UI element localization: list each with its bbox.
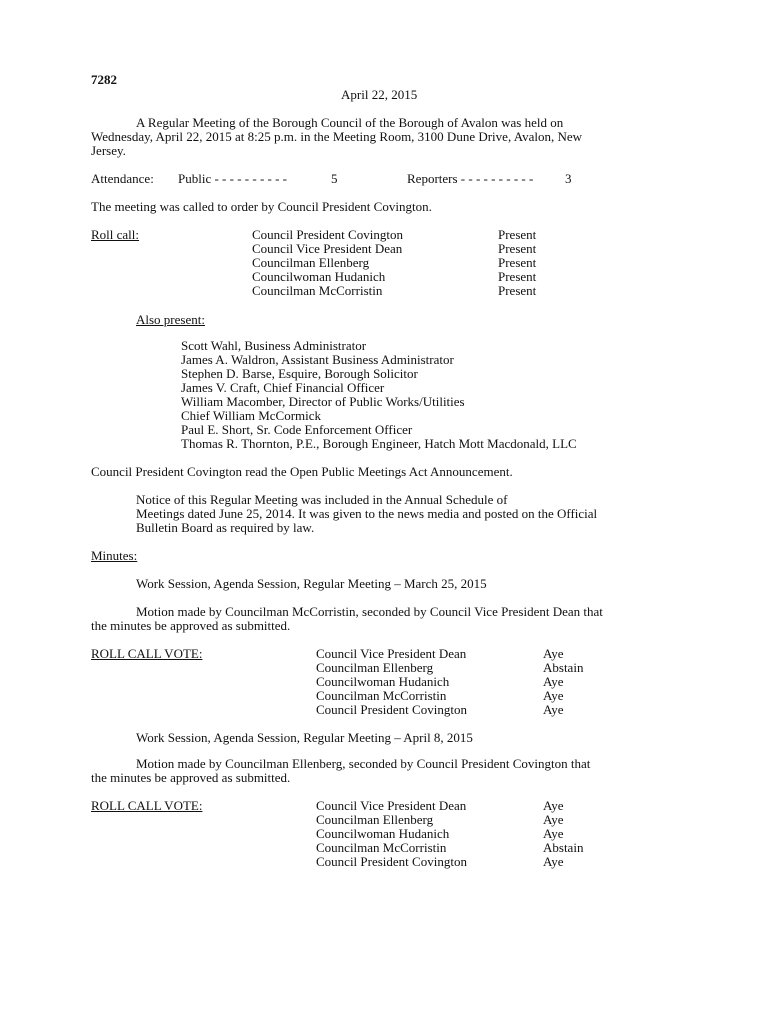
reporters-label: Reporters - - - - - - - - - - <box>407 171 534 186</box>
roll-call-name: Councilman Ellenberg <box>252 255 370 270</box>
vote-values <box>543 647 583 717</box>
roll-call-status: Present <box>498 255 537 270</box>
vote-name: Council President Covington <box>316 854 467 869</box>
also-present-list <box>181 339 577 451</box>
vote-name: Councilman McCorristin <box>316 840 447 855</box>
vote-name: Councilwoman Hudanich <box>316 674 450 689</box>
vote-name: Councilwoman Hudanich <box>316 826 450 841</box>
vote-names <box>316 647 467 717</box>
roll-call-status: Present <box>498 241 537 256</box>
notice-line-2: Meetings dated June 25, 2014. It was given to the news media and posted on the Official <box>136 506 598 521</box>
vote-value: Aye <box>543 674 564 689</box>
vote-name: Councilman Ellenberg <box>316 660 434 675</box>
roll-call-vote-label: ROLL CALL VOTE: <box>91 798 203 813</box>
roll-call-status: Present <box>498 283 537 298</box>
opma-announcement: Council President Covington read the Open Public Meetings Act Announcement. <box>91 464 513 479</box>
vote-name: Council Vice President Dean <box>316 646 467 661</box>
vote-name: Councilman McCorristin <box>316 688 447 703</box>
vote-value: Aye <box>543 798 564 813</box>
reporters-count: 3 <box>565 171 572 186</box>
motion-line-2: the minutes be approved as submitted. <box>91 618 291 633</box>
list-item: Stephen D. Barse, Esquire, Borough Solicitor <box>181 366 418 381</box>
vote-name: Council Vice President Dean <box>316 798 467 813</box>
motion-line-1: Motion made by Councilman Ellenberg, seconded by Council President Covington that <box>136 756 591 771</box>
vote-name: Councilman Ellenberg <box>316 812 434 827</box>
list-item: James A. Waldron, Assistant Business Administrator <box>181 352 454 367</box>
vote-value: Aye <box>543 646 564 661</box>
vote-value: Aye <box>543 812 564 827</box>
list-item: Chief William McCormick <box>181 408 322 423</box>
vote-names <box>316 799 467 869</box>
roll-call-name: Council Vice President Dean <box>252 241 403 256</box>
roll-call-status: Present <box>498 227 537 242</box>
list-item: Thomas R. Thornton, P.E., Borough Engineer, Hatch Mott Macdonald, LLC <box>181 436 577 451</box>
roll-call-status: Present <box>498 269 537 284</box>
list-item: William Macomber, Director of Public Works/Utilities <box>181 394 465 409</box>
vote-value: Aye <box>543 702 564 717</box>
vote-values <box>543 799 583 869</box>
vote-name: Council President Covington <box>316 702 467 717</box>
roll-call-name: Council President Covington <box>252 227 403 242</box>
notice-line-3: Bulletin Board as required by law. <box>136 520 315 535</box>
minutes-label: Minutes: <box>91 548 138 563</box>
called-to-order: The meeting was called to order by Council President Covington. <box>91 199 432 214</box>
intro-line-2: Wednesday, April 22, 2015 at 8:25 p.m. in the Meeting Room, 3100 Dune Drive, Avalon, New <box>91 129 583 144</box>
page-number: 7282 <box>91 72 117 87</box>
meeting-date: April 22, 2015 <box>341 87 418 102</box>
list-item: Scott Wahl, Business Administrator <box>181 338 367 353</box>
intro-line-3: Jersey. <box>91 143 126 158</box>
public-label: Public - - - - - - - - - - <box>178 171 288 186</box>
attendance-label: Attendance: <box>91 171 154 186</box>
roll-call-names <box>252 228 403 298</box>
notice-line-1: Notice of this Regular Meeting was included in the Annual Schedule of <box>136 492 508 507</box>
roll-call-vote-label: ROLL CALL VOTE: <box>91 646 203 661</box>
list-item: Paul E. Short, Sr. Code Enforcement Officer <box>181 422 413 437</box>
vote-value: Aye <box>543 826 564 841</box>
vote-value: Aye <box>543 854 564 869</box>
vote-value: Aye <box>543 688 564 703</box>
roll-call-name: Councilman McCorristin <box>252 283 383 298</box>
intro-line-1: A Regular Meeting of the Borough Council of the Borough of Avalon was held on <box>136 115 564 130</box>
public-count: 5 <box>331 171 338 186</box>
minutes-item-title: Work Session, Agenda Session, Regular Meeting – March 25, 2015 <box>136 576 487 591</box>
roll-call-statuses <box>498 228 536 298</box>
vote-value: Abstain <box>543 840 584 855</box>
motion-line-2: the minutes be approved as submitted. <box>91 770 291 785</box>
minutes-item-title: Work Session, Agenda Session, Regular Meeting – April 8, 2015 <box>136 730 473 745</box>
motion-line-1: Motion made by Councilman McCorristin, seconded by Council Vice President Dean that <box>136 604 603 619</box>
list-item: James V. Craft, Chief Financial Officer <box>181 380 385 395</box>
roll-call-label: Roll call: <box>91 227 140 242</box>
roll-call-name: Councilwoman Hudanich <box>252 269 386 284</box>
also-present-label: Also present: <box>136 312 205 327</box>
vote-value: Abstain <box>543 660 584 675</box>
